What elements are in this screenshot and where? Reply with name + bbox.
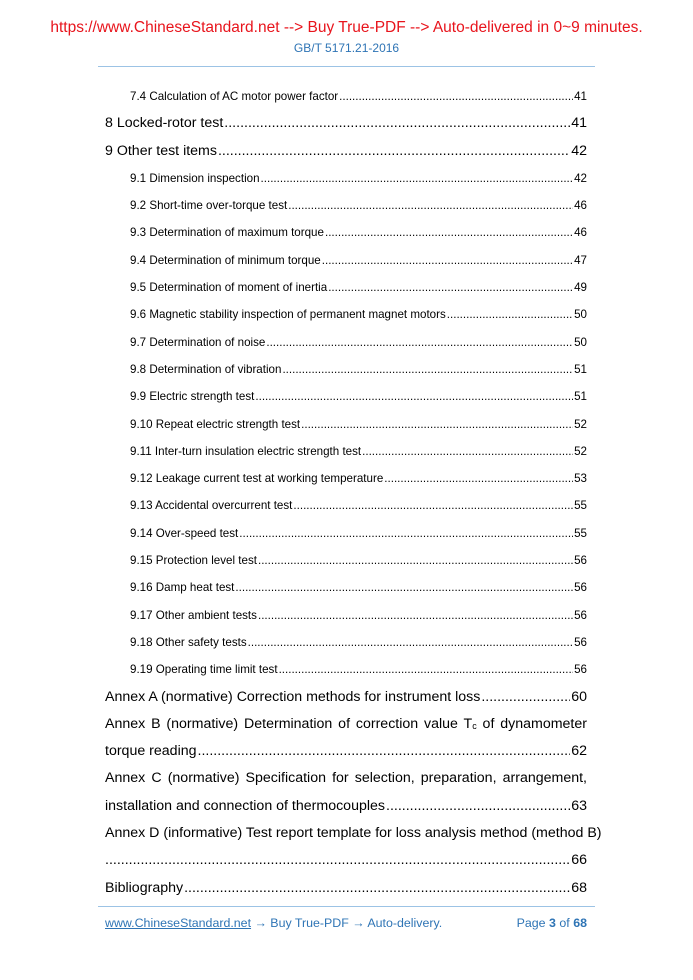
toc-page: 56: [574, 608, 587, 622]
toc-page: 51: [574, 362, 587, 376]
toc-text: 9.10 Repeat electric strength test: [130, 417, 301, 431]
toc-entry[interactable]: [105, 165, 587, 192]
dot-leader: [384, 465, 573, 492]
standard-number: GB/T 5171.21-2016: [293, 41, 400, 55]
toc-page: 47: [574, 253, 587, 267]
table-of-contents: [105, 83, 602, 902]
toc-page: 60: [571, 688, 587, 705]
toc-text: 9.9 Electric strength test: [130, 390, 255, 404]
dot-leader: [339, 83, 573, 110]
toc-page: 50: [574, 308, 587, 322]
dot-leader: [293, 492, 573, 519]
toc-entry[interactable]: [105, 547, 587, 574]
toc-entry[interactable]: [105, 411, 587, 438]
toc-text: Bibliography: [105, 879, 184, 896]
dot-leader: [218, 138, 570, 165]
toc-text: 9.1 Dimension inspection: [130, 171, 260, 185]
toc-page: 55: [574, 499, 587, 513]
footer-divider: [98, 906, 595, 907]
toc-text: 9.14 Over-speed test: [130, 526, 239, 540]
toc-text: 9.3 Determination of maximum torque: [130, 226, 324, 240]
toc-text: 9 Other test items: [105, 142, 217, 159]
total-pages: 68: [573, 916, 587, 930]
toc-entry-annex-b-line1[interactable]: [105, 711, 587, 738]
dot-leader: [447, 301, 573, 328]
toc-entry[interactable]: [105, 492, 587, 519]
toc-page: 52: [574, 444, 587, 458]
toc-text: 9.4 Determination of minimum torque: [130, 253, 321, 267]
toc-entry[interactable]: [105, 520, 587, 547]
toc-entry-annex-d-line1[interactable]: [105, 820, 602, 847]
toc-entry[interactable]: [105, 192, 587, 219]
toc-entry[interactable]: [105, 465, 587, 492]
toc-text: 9.6 Magnetic stability inspection of permanent magnet motors: [130, 308, 446, 322]
toc-entry-bibliography[interactable]: [105, 875, 587, 902]
dot-leader: [184, 875, 570, 902]
dot-leader: [105, 847, 570, 874]
toc-page: 62: [571, 743, 587, 760]
toc-page: 56: [574, 663, 587, 677]
toc-text: torque reading: [105, 743, 197, 760]
toc-text: installation and connection of thermocouples: [105, 797, 385, 814]
dot-leader: [322, 247, 573, 274]
footer-link[interactable]: www.ChineseStandard.net: [105, 916, 252, 930]
dot-leader: [328, 274, 573, 301]
toc-page: 51: [574, 390, 587, 404]
page-label: Page: [516, 916, 546, 930]
dot-leader: [261, 165, 574, 192]
toc-entry[interactable]: [105, 574, 587, 601]
toc-page: 56: [574, 554, 587, 568]
toc-text: 9.5 Determination of moment of inertia: [130, 281, 328, 295]
toc-text: 9.8 Determination of vibration: [130, 362, 282, 376]
toc-text: 8 Locked-rotor test: [105, 115, 224, 132]
footer-text: → Buy True-PDF → Auto-delivery.: [251, 916, 443, 930]
dot-leader: [279, 656, 574, 683]
toc-text: 9.11 Inter-turn insulation electric strength test: [130, 444, 362, 458]
dot-leader: [362, 438, 573, 465]
toc-entry[interactable]: [105, 274, 587, 301]
toc-text: 9.12 Leakage current test at working temperature: [130, 472, 384, 486]
dot-leader: [255, 383, 573, 410]
toc-text: 9.15 Protection level test: [130, 554, 257, 568]
dot-leader: [325, 219, 573, 246]
of-label: of: [559, 916, 570, 930]
toc-entry[interactable]: [105, 83, 587, 110]
toc-page: 63: [571, 797, 587, 814]
dot-leader: [235, 574, 573, 601]
toc-page: 55: [574, 526, 587, 540]
toc-page: 56: [574, 581, 587, 595]
toc-text: 9.13 Accidental overcurrent test: [130, 499, 293, 513]
dot-leader: [282, 356, 573, 383]
toc-page: 41: [571, 115, 587, 132]
promo-link[interactable]: https://www.ChineseStandard.net --> Buy True-PDF --> Auto-delivered in 0~9 minutes.: [50, 19, 643, 36]
toc-text: of dynamometer: [476, 715, 587, 732]
toc-entry[interactable]: [105, 247, 587, 274]
toc-page: 41: [574, 90, 587, 103]
toc-entry[interactable]: [105, 329, 587, 356]
toc-entry[interactable]: [105, 219, 587, 246]
toc-text: Annex B (normative) Determination of correction value T: [105, 715, 473, 732]
toc-entry-annex-c[interactable]: [105, 793, 587, 820]
toc-text: Annex A (normative) Correction methods for instrument loss: [105, 688, 481, 705]
toc-page: 56: [574, 635, 587, 649]
toc-entry[interactable]: [105, 656, 587, 683]
toc-entry[interactable]: [105, 684, 587, 711]
toc-page: 49: [574, 281, 587, 295]
toc-page: 46: [574, 199, 587, 213]
toc-entry[interactable]: [105, 356, 587, 383]
toc-page: 42: [574, 171, 587, 185]
dot-leader: [198, 738, 571, 765]
toc-text: 7.4 Calculation of AC motor power factor: [130, 90, 339, 103]
toc-page: 42: [571, 142, 587, 159]
page-number: [517, 916, 587, 930]
footer: [105, 916, 587, 930]
current-page: 3: [549, 916, 556, 930]
dot-leader: [224, 110, 570, 137]
toc-entry[interactable]: [105, 602, 587, 629]
toc-text: 9.19 Operating time limit test: [130, 663, 278, 677]
header-divider: [98, 66, 595, 67]
toc-text: 9.16 Damp heat test: [130, 581, 235, 595]
toc-text: 9.2 Short-time over-torque test: [130, 199, 288, 213]
dot-leader: [386, 793, 570, 820]
toc-page: 50: [574, 335, 587, 349]
toc-text: Annex D (informative) Test report template for loss analysis method (method B): [105, 825, 602, 842]
toc-entry-annex-d[interactable]: [105, 847, 587, 874]
toc-page: 68: [571, 879, 587, 896]
toc-text: 9.18 Other safety tests: [130, 635, 247, 649]
toc-entry-annex-b[interactable]: [105, 738, 587, 765]
toc-page: 46: [574, 226, 587, 240]
dot-leader: [481, 684, 570, 711]
toc-entry[interactable]: [105, 110, 587, 137]
toc-entry[interactable]: [105, 138, 587, 165]
toc-entry[interactable]: [105, 438, 587, 465]
toc-entry-annex-c-line1[interactable]: [105, 765, 587, 792]
dot-leader: [288, 192, 573, 219]
toc-entry[interactable]: [105, 383, 587, 410]
toc-text: Annex C (normative) Specification for selection, preparation, arrangement,: [105, 770, 587, 787]
toc-text: 9.7 Determination of noise: [130, 335, 266, 349]
toc-text: 9.17 Other ambient tests: [130, 608, 257, 622]
toc-entry[interactable]: [105, 301, 587, 328]
dot-leader: [248, 629, 573, 656]
toc-page: 52: [574, 417, 587, 431]
subscript: c: [472, 720, 477, 731]
dot-leader: [258, 547, 573, 574]
dot-leader: [239, 520, 573, 547]
dot-leader: [258, 602, 573, 629]
toc-page: 66: [571, 852, 587, 869]
dot-leader: [266, 329, 573, 356]
dot-leader: [301, 411, 573, 438]
toc-page: 53: [574, 472, 587, 486]
toc-entry[interactable]: [105, 629, 587, 656]
